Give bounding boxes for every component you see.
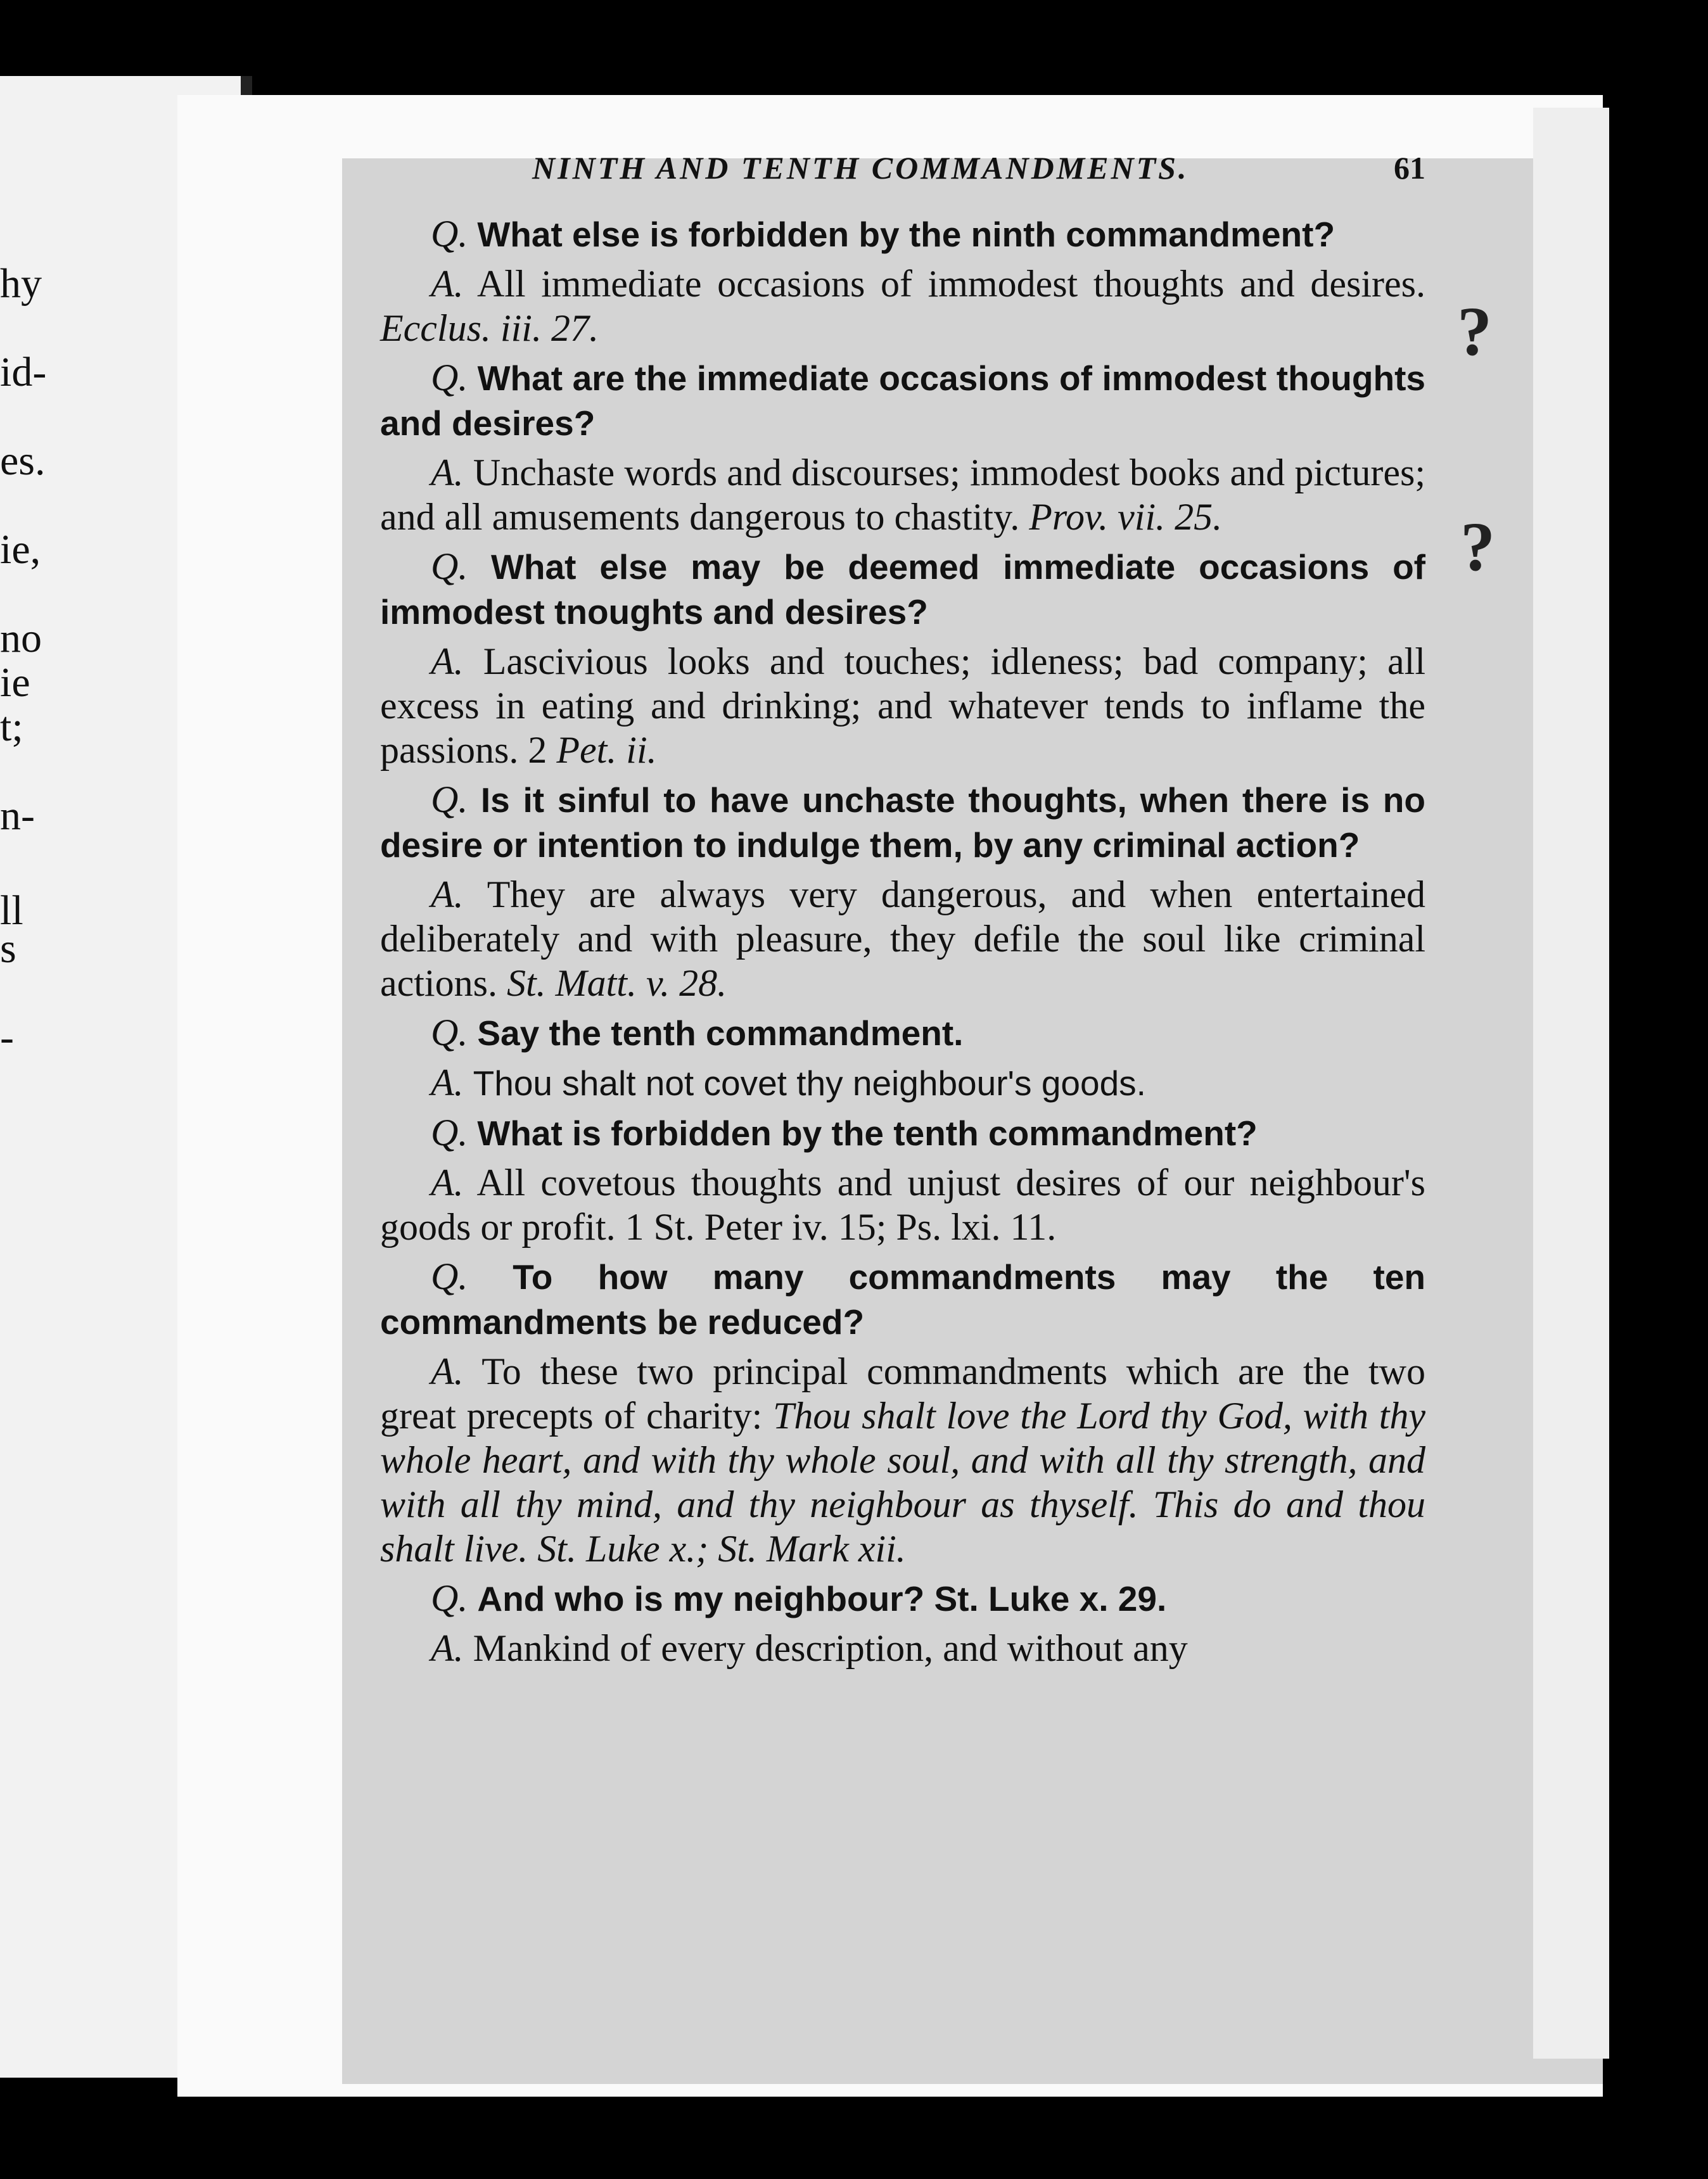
- answer-text: To these two principal commandments which are the two great precepts of charity:: [380, 1350, 1425, 1437]
- question: [380, 1110, 1425, 1155]
- scan-border: [1685, 114, 1708, 1343]
- question-marker: Q.: [431, 545, 468, 587]
- answer-marker: A.: [431, 1350, 464, 1392]
- answer-text: Lascivious looks and touches; idleness; bad company; all excess in eating and drinking; and whatever tends to inflame the passions. 2: [380, 640, 1425, 771]
- answer: [380, 262, 1425, 350]
- question-marker: Q.: [431, 357, 468, 398]
- margin-question-mark: ?: [1457, 293, 1492, 370]
- question-text: Is it sinful to have unchaste thoughts, when there is no desire or intention to indulge them, by any criminal action?: [380, 780, 1426, 865]
- left-page-fragment: id-: [0, 349, 47, 395]
- answer-text: Mankind of every description, and without any: [473, 1627, 1188, 1669]
- answer: [380, 872, 1425, 1005]
- scripture-reference: Pet. ii.: [556, 729, 657, 771]
- margin-question-mark: ?: [1460, 508, 1495, 585]
- question-marker: Q.: [431, 1577, 468, 1619]
- running-title: NINTH AND TENTH COMMANDMENTS.: [532, 150, 1189, 186]
- question-text: To how many commandments may the ten commandments be reduced?: [380, 1257, 1426, 1342]
- answer-text: All covetous thoughts and unjust desires of our neighbour's goods or profit. 1 St. Peter iv. 15; Ps. lxi. 11.: [380, 1162, 1425, 1248]
- scripture-reference: St. Luke x.; St. Mark xii.: [537, 1528, 906, 1570]
- answer-marker: A.: [431, 1627, 464, 1669]
- answer-marker: A.: [431, 640, 464, 682]
- left-page-fragment: hy: [0, 260, 42, 307]
- question-marker: Q.: [431, 213, 468, 255]
- left-page-fragment: ie: [0, 659, 30, 706]
- scripture-reference: St. Matt. v. 28.: [506, 962, 727, 1004]
- question-text: What else may be deemed immediate occasions of immodest tnoughts and desires?: [380, 547, 1425, 632]
- left-page-fragment: s: [0, 925, 16, 972]
- answer: [380, 1349, 1425, 1571]
- left-page-fragment: ie,: [0, 526, 41, 573]
- scripture-reference: Prov. vii. 25.: [1029, 496, 1223, 538]
- question-text: And who is my neighbour? St. Luke x. 29.: [477, 1579, 1167, 1618]
- answer-text: Thou shalt not covet thy neighbour's goods.: [473, 1064, 1146, 1103]
- answer-text: All immediate occasions of immodest thoughts and desires.: [476, 263, 1425, 305]
- running-header: [532, 146, 1425, 190]
- question-text: What else is forbidden by the ninth commandment?: [477, 215, 1335, 254]
- answer-text: Unchaste words and discourses; immodest books and pictures; and all amusements dangerous to chastity.: [380, 452, 1426, 538]
- answer-marker: A.: [431, 1062, 464, 1103]
- question-text: Say the tenth commandment.: [477, 1013, 964, 1053]
- left-page-fragment: es.: [0, 438, 46, 484]
- left-page-fragment: n-: [0, 792, 35, 839]
- answer: [380, 639, 1425, 772]
- question: [380, 212, 1425, 257]
- question: [380, 355, 1425, 445]
- left-page-fragment: ll: [0, 887, 23, 934]
- question: [380, 544, 1425, 634]
- question-marker: Q.: [431, 1012, 468, 1053]
- answer: [380, 450, 1425, 539]
- question-text: What is forbidden by the tenth commandment?: [477, 1114, 1258, 1153]
- page-edge: [1533, 108, 1609, 2059]
- answer: [380, 1626, 1425, 1670]
- scripture-reference: Ecclus. iii. 27.: [380, 307, 599, 349]
- question: [380, 777, 1425, 867]
- answer-marker: A.: [431, 874, 464, 915]
- answer-marker: A.: [431, 1162, 464, 1204]
- question-marker: Q.: [431, 1255, 468, 1297]
- answer-text: They are always very dangerous, and when entertained deliberately and with pleasure, they defile the soul like criminal actions.: [380, 874, 1425, 1004]
- answer: [380, 1160, 1425, 1249]
- question: [380, 1010, 1425, 1055]
- left-page-fragment: no: [0, 615, 42, 661]
- page-number: 61: [1394, 150, 1425, 186]
- question: [380, 1254, 1425, 1344]
- scripture-quote: Thou shalt love the Lord thy God, with thy whole heart, and with thy whole soul, and with all thy strength, and with all thy mind, and thy neighbour as thyself. This do and thou shalt live.: [380, 1395, 1426, 1570]
- question: [380, 1576, 1425, 1621]
- answer-marker: A.: [431, 263, 464, 305]
- left-page-fragment: t;: [0, 704, 23, 750]
- question-marker: Q.: [431, 1112, 468, 1153]
- question-text: What are the immediate occasions of immodest thoughts and desires?: [380, 359, 1425, 443]
- question-marker: Q.: [431, 778, 468, 820]
- answer: [380, 1060, 1425, 1105]
- text-column: [380, 146, 1425, 1675]
- answer-marker: A.: [431, 452, 464, 493]
- left-page-fragment: -: [0, 1014, 14, 1060]
